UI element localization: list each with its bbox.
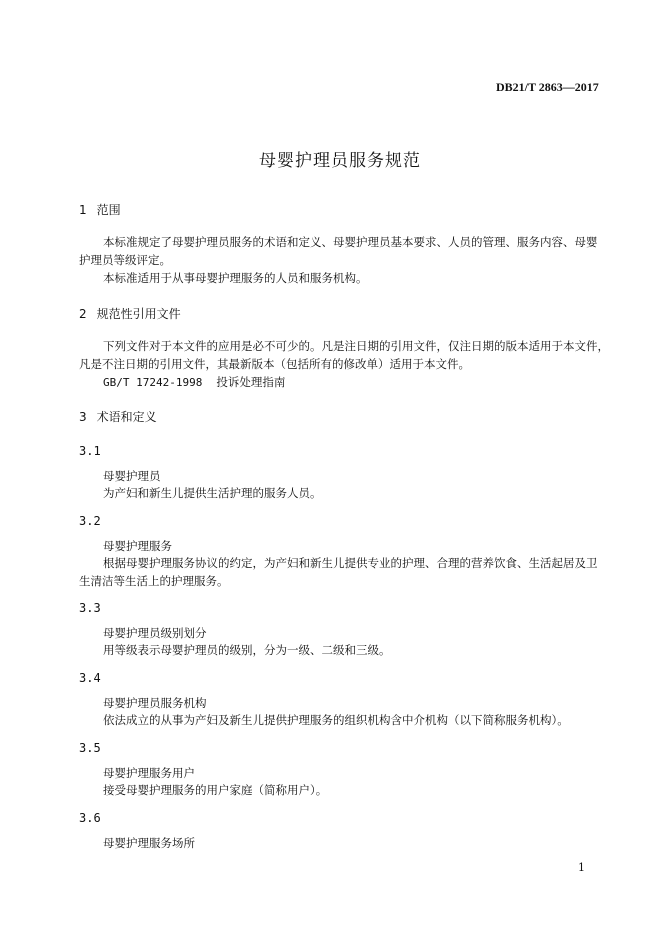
paragraph-line: 本标准规定了母婴护理员服务的术语和定义、母婴护理员基本要求、人员的管理、服务内容、母婴 — [103, 235, 598, 249]
section-heading-3 — [79, 408, 157, 425]
section-heading-2 — [79, 305, 181, 322]
clause-number: 3.4 — [79, 671, 101, 685]
clause-number: 3.5 — [79, 741, 101, 755]
paragraph-line: 凡是不注日期的引用文件，其最新版本（包括所有的修改单）适用于本文件。 — [79, 357, 470, 371]
section-title: 规范性引用文件 — [96, 307, 181, 321]
term-definition: 为产妇和新生儿提供生活护理的服务人员。 — [103, 486, 322, 500]
section-1-paragraph — [79, 233, 598, 287]
term-name: 母婴护理服务用户 — [103, 766, 195, 780]
section-title: 术语和定义 — [96, 410, 157, 424]
section-number: 1 — [79, 203, 87, 217]
section-number: 2 — [79, 307, 87, 321]
normative-reference — [79, 373, 609, 392]
term-definition: 用等级表示母婴护理员的级别，分为一级、二级和三级。 — [103, 643, 391, 657]
definition-line: 生清洁等生活上的护理服务。 — [79, 574, 229, 588]
term-definition — [79, 554, 598, 590]
paragraph-line: 本标准适用于从事母婴护理服务的人员和服务机构。 — [103, 271, 368, 285]
paragraph-line: 下列文件对于本文件的应用是必不可少的。凡是注日期的引用文件，仅注日期的版本适用于本文件， — [103, 339, 609, 353]
document-number: DB21/T 2863—2017 — [496, 80, 599, 94]
paragraph-line: 护理员等级评定。 — [79, 253, 171, 267]
term-name: 母婴护理服务场所 — [103, 836, 195, 850]
term-name: 母婴护理员 — [103, 469, 161, 483]
reference-title: 投诉处理指南 — [216, 375, 286, 389]
term-name: 母婴护理员服务机构 — [103, 696, 207, 710]
reference-code: GB/T 17242-1998 — [103, 376, 203, 389]
section-number: 3 — [79, 410, 87, 424]
clause-number: 3.6 — [79, 811, 101, 825]
section-heading-1 — [79, 201, 121, 218]
term-name: 母婴护理服务 — [103, 539, 172, 553]
page-title: 母婴护理员服务规范 — [259, 151, 421, 171]
clause-number: 3.2 — [79, 514, 101, 528]
clause-number: 3.3 — [79, 601, 101, 615]
section-title: 范围 — [96, 203, 121, 217]
definition-line: 根据母婴护理服务协议的约定，为产妇和新生儿提供专业的护理、合理的营养饮食、生活起居及卫 — [103, 556, 598, 570]
clause-number: 3.1 — [79, 444, 101, 458]
page-number: 1 — [578, 861, 585, 874]
term-definition: 接受母婴护理服务的用户家庭（简称用户）。 — [103, 783, 328, 797]
term-name: 母婴护理员级别划分 — [103, 626, 207, 640]
section-2-paragraph — [79, 337, 609, 392]
term-definition: 依法成立的从事为产妇及新生儿提供护理服务的组织机构含中介机构（以下简称服务机构）。 — [103, 713, 569, 727]
